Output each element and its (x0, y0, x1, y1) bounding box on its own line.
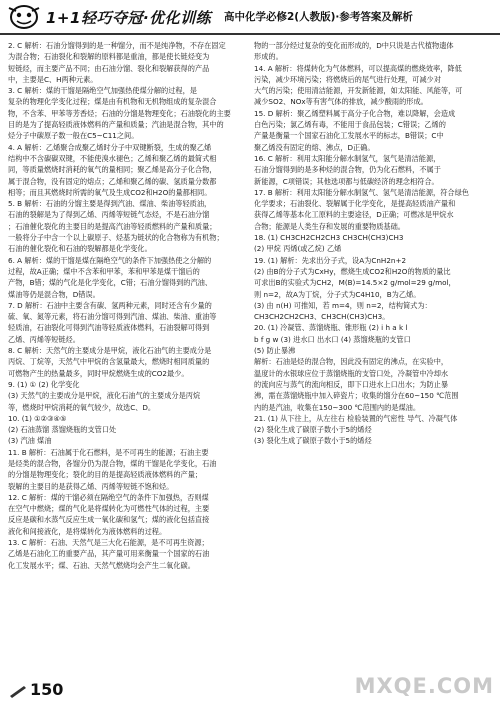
text-line: 白色污染；氯乙烯有毒，不能用于食品包装；C错误；乙烯的 (254, 120, 446, 130)
text-line: 化工发展水平；煤、石油、天然气燃烧均会产生二氧化碳。 (8, 560, 195, 570)
text-line: 内的是汽油，收集在150~300 ℃范围内的是煤油。 (254, 402, 421, 412)
brand-title: 1+1轻巧夺冠·优化训练 (46, 9, 212, 27)
text-line: 聚乙烯没有固定的熔、沸点，D正确。 (254, 142, 375, 152)
text-line: 石油分馏得到的是多种烃的混合物，仍为化石燃料，不属于 (254, 165, 441, 175)
right-column (254, 40, 490, 680)
text-line: 乙烯是石油化工的重要产品，其产量可用来衡量一个国家的石油 (8, 549, 210, 559)
text-line: 相等；而且其燃烧时所需的氧气及生成CO2和H2O的量都相同。 (8, 187, 212, 197)
text-line: 3. C 解析：煤的干馏是隔绝空气加强热使煤分解的过程，是 (8, 86, 197, 96)
text-line: 目的是为了提高轻质液体燃料的产量和质量；汽油是混合物，其中的 (8, 120, 224, 130)
text-line: (3) 裂化生成了碳原子数小于5的烯烃 (254, 436, 372, 446)
text-line: 14. A 解析：将煤转化为气体燃料，可以提高煤的燃烧效率，降低 (254, 63, 462, 73)
brand-logo-icon (4, 2, 44, 32)
text-line: 新能源，C项错误；其他选项都与低碳经济的理念相符合。 (254, 176, 439, 186)
text-line: 为混合物；石油裂化和裂解的原料都是重油，都是使长链烃变为 (8, 52, 210, 62)
text-line: 减少SO2、NOx等有害气体的排放，减少酸雨的形成。 (254, 97, 428, 107)
text-line: 中，主要是C、H两种元素。 (8, 74, 98, 84)
text-line: 乙烯、丙烯等短链烃。 (8, 334, 80, 344)
text-line: 21. (1) 从下往上，从左往右 检验装置的气密性 导气、冷凝气体 (254, 413, 458, 423)
text-line: 烃分子中碳原子数一般在C5~C11之间。 (8, 131, 139, 141)
text-line: 液化和间接液化，是将煤转化为液体燃料的过程。 (8, 526, 167, 536)
text-line: (3) 天然气的主要成分是甲烷，液化石油气的主要成分是丙烷 (8, 391, 201, 401)
text-line: 7. D 解析：石油中主要含有碳、氢两种元素，同时还含有少量的 (8, 300, 212, 310)
text-line: 化学要求；石油裂化、裂解属于化学变化，是提高轻质油产量和 (254, 199, 456, 209)
text-line: 可燃物产生的热量最多，同时甲烷燃烧生成的CO2最少。 (8, 368, 189, 378)
text-line: 形成的。 (254, 52, 283, 62)
text-line: (2) 甲烷 丙烯(或乙烷) 乙烯 (254, 244, 342, 254)
text-line: 则 n=2，故A为丁烷，分子式为C4H10，B为乙烯。 (254, 289, 421, 299)
text-line: 产物，B错；煤的气化是化学变化，C错；石油分馏得到的汽油、 (8, 278, 213, 288)
text-line: ；石油催化裂化的主要目的是提高汽油等轻质燃料的产量和质量； (8, 221, 217, 231)
text-line: (3) 汽油 煤油 (8, 436, 52, 446)
text-line: 17. B 解析：利用太阳能分解水制氢气、氢气是清洁能源，符合绿色 (254, 187, 469, 197)
text-line: 物的一部分经过复杂的变化而形成的，D中只说是古代植物遗体 (254, 41, 454, 50)
text-line: 19. (1) 解析：先求出分子式，设A为CnH2n+2 (254, 255, 407, 265)
text-line: 解析：石油是烃的混合物，因此没有固定的沸点，在实验中， (254, 357, 449, 367)
left-column (8, 40, 244, 680)
text-line: 石油的催化裂化和石油的裂解都是化学变化。 (8, 244, 152, 254)
text-line: (2) 由B的分子式为CxHy，燃烧生成CO2和H2O的物质的量比 (254, 266, 451, 276)
text-line: 裂解的主要目的是获得乙烯、丙烯等短链不饱和烃。 (8, 481, 174, 491)
text-line: 获得乙烯等基本化工原料的主要途径，D正确；可燃冰是甲烷水 (254, 210, 454, 220)
text-line: (3) 由 n(H) 可推知，若 m=4，则 n=2，结构简式为： (254, 300, 432, 310)
text-line: 4. A 解析：乙烯聚合成聚乙烯时分子中双键断裂，生成的聚乙烯 (8, 142, 212, 152)
text-line: 沸，需在蒸馏烧瓶中加入碎瓷片；收集的馏分在60~150 ℃范围 (254, 391, 459, 401)
text-line: 合物；能源是人类生存和发展的重要物质基础。 (254, 221, 405, 231)
text-line: 一般将分子中含一个以上碳原子、烃基为链状的化合物称为有机物； (8, 233, 224, 243)
header-rule (0, 33, 500, 35)
text-line: 复杂的物理化学变化过程；煤是由有机物和无机物组成的复杂混合 (8, 97, 217, 107)
text-line: 9. (1) ① (2) 化学变化 (8, 379, 80, 389)
text-line: 丙烷、丁烷等，天然气中甲烷的含氢量最大，燃烧时相同质量的 (8, 357, 210, 367)
text-line: 11. B 解析：石油属于化石燃料，是不可再生的能源；石油主要 (8, 447, 209, 457)
text-line: 2. C 解析：石油分馏得到的是一种馏分，而不是纯净物，不存在固定 (8, 41, 226, 50)
text-line: b f g w (3) 进水口 出水口 (4) 蒸馏烧瓶的支管口 (254, 334, 411, 344)
text-line: (2) 石油蒸馏 蒸馏烧瓶的支管口处 (8, 425, 117, 435)
text-line: 短链烃，而主要产品不同；由石油分馏、裂化和裂解获得的产品 (8, 63, 210, 73)
text-line: CH3CH2CH2CH3、CH3CH(CH3)CH3。 (254, 312, 390, 322)
text-line: 大气的污染；使用清洁能源，开发新能源，如太阳能、风能等，可 (254, 86, 463, 96)
text-line: 的分馏是物理变化；裂化的目的是提高轻质液体燃料的产量； (8, 470, 203, 480)
text-line: 反应是碳和水蒸气反应生成一氧化碳和氢气；煤的液化包括直接 (8, 515, 210, 525)
text-line: 13. C 解析：石油、天然气是三大化石能源，是不可再生资源； (8, 538, 209, 548)
page-number: 150 (30, 680, 64, 699)
text-line: 结构中不含碳碳双键，不能使溴水褪色；乙烯和聚乙烯的最简式相 (8, 153, 217, 163)
text-line: 同，等质量燃烧时消耗的氧气的量相同；聚乙烯是高分子化合物， (8, 165, 217, 175)
text-line: 10. (1) ①②③④⑤ (8, 413, 67, 423)
watermark: MXQE.COM (354, 674, 494, 698)
text-line: 过程，故A正确；煤中不含苯和甲苯，苯和甲苯是煤干馏后的 (8, 266, 200, 276)
text-line: 硫、氧、氮等元素，将石油分馏可得到汽油、煤油、柴油、重油等 (8, 312, 217, 322)
text-line: 5. B 解析：石油的分馏主要是得到汽油、煤油、柴油等轻质油， (8, 199, 212, 209)
text-line: 温度计的水银球应位于蒸馏烧瓶的支管口处，冷凝管中冷却水 (254, 368, 449, 378)
text-line: 石油的裂解是为了得到乙烯、丙烯等短链气态烃，不是石油分馏 (8, 210, 210, 220)
text-line: 是烃类的混合物，各馏分仍为混合物，煤的干馏是化学变化，石油 (8, 458, 217, 468)
text-line: 污染，减少环境污染；将燃烧后的尾气进行处理，可减少对 (254, 74, 441, 84)
text-line: 轻质油，石油裂化可得到汽油等轻质液体燃料，石油裂解可得到 (8, 323, 210, 333)
text-line: 12. C 解析：煤的干馏必须在隔绝空气的条件下加强热，否则煤 (8, 492, 209, 502)
text-line: 20. (1) 冷凝管、蒸馏烧瓶、锥形瓶 (2) i h a k l (254, 323, 408, 333)
text-line: 物，不含苯、甲苯等芳香烃；石油的分馏是物理变化；石油裂化的主要 (8, 108, 231, 118)
text-line: 18. (1) CH3CH2CH2CH3 CH3CH(CH3)CH3 (254, 233, 404, 243)
page-header (0, 0, 500, 36)
text-line: 6. A 解析：煤的干馏是煤在隔绝空气的条件下加强热使之分解的 (8, 255, 212, 265)
subject-title: 高中化学必修2(人教版)·参考答案及解析 (224, 11, 413, 23)
text-line: 8. C 解析：天然气的主要成分是甲烷，液化石油气的主要成分是 (8, 346, 212, 356)
text-line: 属于混合物，没有固定的熔点；乙烯和聚乙烯的碳、氢质量分数都 (8, 176, 217, 186)
text-line: (5) 防止暴沸 (254, 346, 296, 356)
text-line: 16. C 解析：利用太阳能分解水制氢气，氢气是清洁能源， (254, 153, 441, 163)
text-line: 可求出B的实验式为CH2，M(B)=14.5×2 g/mol=29 g/mol， (254, 278, 456, 288)
text-line: 15. D 解析：聚乙烯塑料属于高分子化合物，难以降解，会造成 (254, 108, 456, 118)
text-line: 等，燃烧时甲烷消耗的氧气较少，故选C、D。 (8, 402, 156, 412)
text-line: (2) 裂化生成了碳原子数小于5的烯烃 (254, 425, 372, 435)
pen-icon (8, 684, 28, 698)
text-line: 的流向应与蒸气的流向相反，即下口进水上口出水；为防止暴 (254, 379, 449, 389)
text-line: 产量是衡量一个国家石油化工发展水平的标志，B错误；C中 (254, 131, 444, 141)
text-line: 煤油等仍是混合物，D错误。 (8, 289, 100, 299)
text-line: 在空气中燃烧；煤的气化是将煤转化为可燃性气体的过程，主要 (8, 504, 210, 514)
